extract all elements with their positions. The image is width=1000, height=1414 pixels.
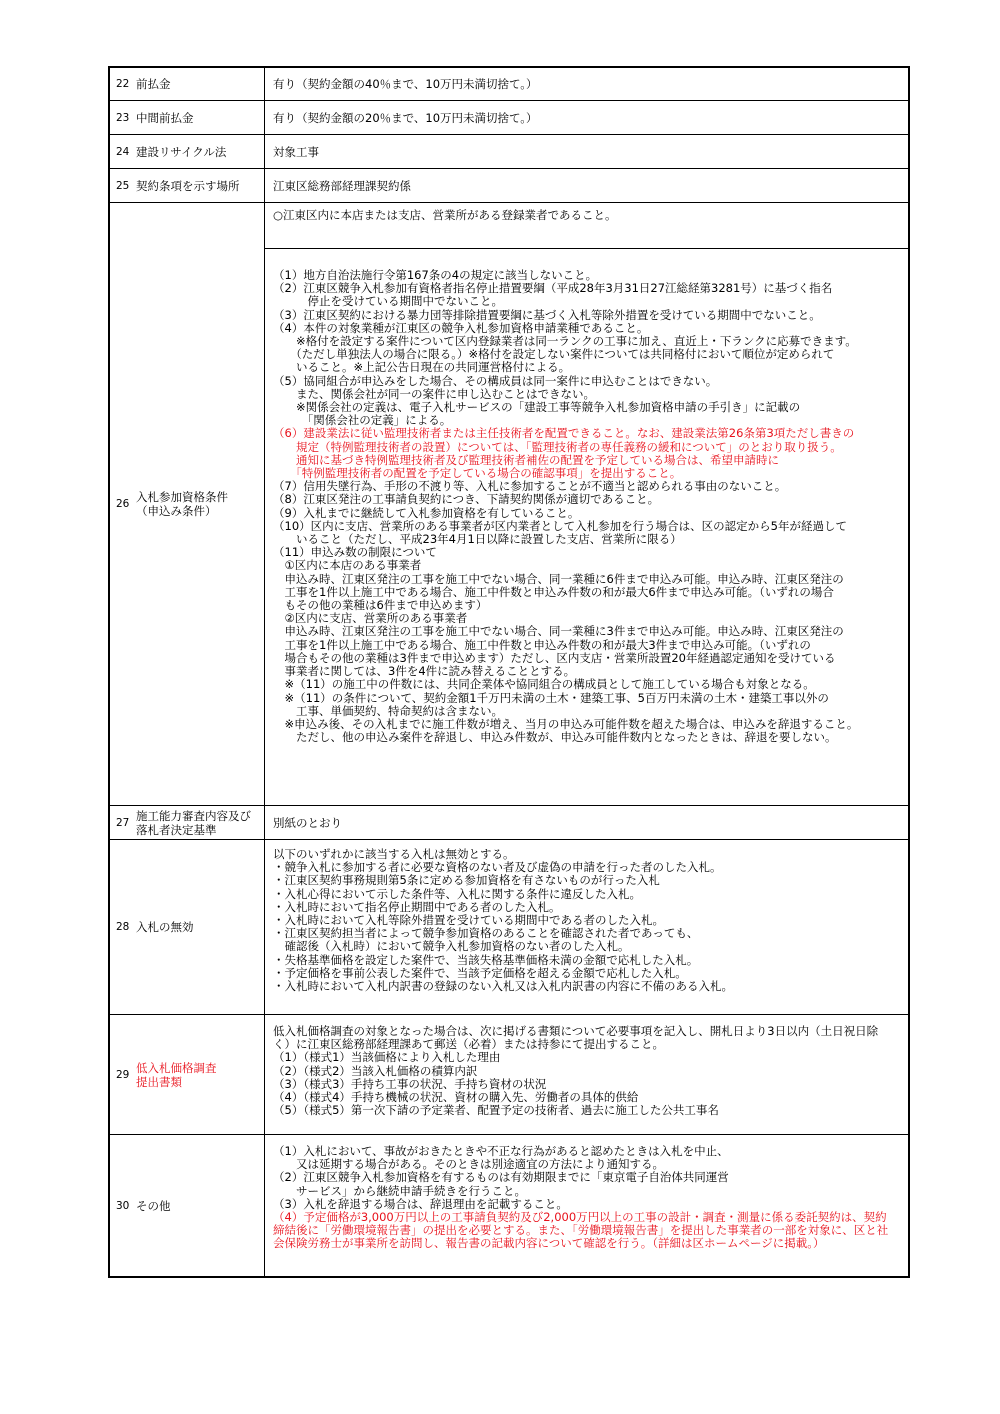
text-line: サービス」から継続申請手続きを行うこと。 (273, 1183, 526, 1198)
table-row (110, 1015, 908, 1135)
item-number: 24 (116, 145, 130, 158)
text-line: 会保険労務士が事業所を訪問し、報告書の記載内容について確認を行う。（詳細は区ホームページに掲載。） (273, 1236, 825, 1251)
conditions-table (108, 66, 910, 1278)
item-label: 中間前払金 (136, 110, 194, 125)
text-line: 以下のいずれかに該当する入札は無効とする。 (273, 847, 515, 861)
text-line: （6）建設業法に従い監理技術者または主任技術者を配置できること。なお、建設業法第26条第3項ただし書きの (273, 426, 855, 441)
text-line: 締結後に「労働環境報告書」の提出を必要とする。また、「労働環境報告書」を提出した事業者の一部を対象に、区と社 (273, 1223, 889, 1238)
table-row (110, 135, 908, 169)
text-line: 「特例監理技術者の配置を予定している場合の確認事項」を提出すること。 (273, 466, 682, 481)
text-line: 低入札価格調査の対象となった場合は、次に掲げる書類について必要事項を記入し、開札日より3日以内（土日祝日除 (273, 1024, 879, 1038)
text-line: ・競争入札に参加する者に必要な資格のない者及び虚偽の申請を行った者のした入札。 (273, 860, 722, 875)
text-line: 工事を1件以上施工中である場合、施工中件数と申込み件数の和が最大6件まで申込み可能。（いずれの場合 (273, 584, 834, 599)
text-line: ※（11）の施工中の件数には、共同企業体や協同組合の構成員として施工している場合も対象となる。 (273, 677, 815, 692)
requirement-list (265, 249, 908, 805)
text-line: ・江東区契約担当者によって競争参加資格のあることを確認された者であっても、 (273, 926, 699, 941)
item-content: ○江東区内に本店または支店、営業所がある登録業者であること。 (273, 208, 617, 222)
text-line: （1）（様式1）当該価格により入札した理由 (273, 1050, 501, 1065)
text-line: ※（11）の条件について、契約金額1千万円未満の土木・建築工事、5百万円未満の土木・建築工事以外の (273, 690, 829, 705)
text-line: （ただし単独法人の場合に限る。）※格付を設定しない案件については共同格付において順位が定められて (273, 347, 835, 362)
item-label: 低入札価格調査 提出書類 (136, 1060, 217, 1089)
text-line: いること。※上記公告日現在の共同運営格付による。 (273, 360, 571, 375)
text-line: （3）（様式3）手持ち工事の状況、手持ち資材の状況 (273, 1076, 547, 1091)
table-row (110, 806, 908, 840)
text-line: （10）区内に支店、営業所のある事業者が区内業者として入札参加を行う場合は、区の認定から5年が経過して (273, 518, 847, 533)
text-line: 「関係会社の定義」による。 (273, 413, 452, 428)
text-line: （3）入札を辞退する場合は、辞退理由を記載すること。 (273, 1196, 568, 1211)
text-line: ・入札心得において示した条件等、入札に関する条件に違反した入札。 (273, 886, 641, 901)
item-content: 別紙のとおり (273, 815, 342, 830)
text-line: ・入札時において入札等除外措置を受けている期間中である者のした入札。 (273, 913, 664, 928)
text-line: 確認後（入札時）において競争入札参加資格のない者のした入札。 (273, 939, 630, 954)
table-row (110, 169, 908, 203)
item-content: 有り（契約金額の20％まで、10万円未満切捨て。） (273, 110, 538, 125)
item-content-cell (265, 135, 908, 168)
item-content: 有り（契約金額の40％まで、10万円未満切捨て。） (273, 77, 538, 91)
text-line: ※関係会社の定義は、電子入札サービスの「建設工事等競争入札参加資格申請の手引き」に記載の (273, 400, 801, 415)
item-number: 22 (116, 78, 130, 90)
text-line: ②区内に支店、営業所のある事業者 (273, 611, 468, 626)
table-row (110, 840, 908, 1015)
table-row (110, 68, 908, 101)
item-label: その他 (136, 1198, 171, 1213)
item-label-cell (110, 1015, 265, 1134)
item-number: 26 (116, 498, 130, 510)
text-line: もその他の業種は6件まで申込めます） (273, 598, 488, 613)
other-notes-list (265, 1135, 908, 1276)
text-line: 通知に基づき特例監理技術者及び監理技術者補佐の配置を予定している場合は、希望申請時に (273, 452, 779, 467)
text-line: （1）地方自治法施行令第167条の4の規定に該当しないこと。 (273, 268, 598, 282)
item-content: 対象工事 (273, 144, 319, 159)
item-content-cell (265, 101, 908, 134)
text-line: ※格付を設定する案件について区内登録業者は同一ランクの工事に加え、直近上・下ランクに応募できます。 (273, 334, 857, 349)
item-number: 23 (116, 111, 130, 124)
text-line: く）に江東区総務部経理課あて郵送（必着）または持参にて提出すること。 (273, 1037, 664, 1052)
text-line: （4）本件の対象業種が江東区の競争入札参加資格申請業種であること。 (273, 320, 649, 335)
text-line: 規定（特例監理技術者の設置）については、「監理技術者の専任義務の緩和について」のとおり取り扱う。 (273, 439, 842, 454)
text-line: （2）江東区競争入札参加有資格者指名停止措置要綱（平成28年3月31日27江総経第3281号）に基づく指名 (273, 281, 833, 296)
invalid-bid-list (265, 840, 908, 1014)
item-content-cell (265, 806, 908, 839)
item-label: 施工能力審査内容及び 落札者決定基準 (136, 808, 251, 837)
table-row (110, 101, 908, 135)
item-label-cell (110, 101, 265, 134)
text-line: （2）江東区競争入札参加資格を有するものは有効期限までに「東京電子自治体共同運営 (273, 1170, 729, 1185)
text-line: また、関係会社が同一の案件に申し込むことはできない。 (273, 386, 595, 401)
text-line: （3）江東区契約における暴力団等排除措置要綱に基づく入札等除外措置を受けている期間中でないこと。 (273, 307, 821, 322)
item-content-cell (265, 169, 908, 202)
location-requirement (265, 203, 908, 249)
text-line: ・予定価格を事前公表した案件で、当該予定価格を超える金額で応札した入札。 (273, 965, 687, 980)
item-label-cell (110, 135, 265, 168)
table-row (110, 1135, 908, 1276)
text-line: （7）信用失墜行為、手形の不渡り等、入札に参加することが不適当と認められる事由のないこと。 (273, 479, 787, 494)
item-label: 建設リサイクル法 (136, 144, 227, 159)
item-content-cell (265, 68, 908, 100)
text-line: ・失格基準価格を設定した案件で、当該失格基準価格未満の金額で応札した入札。 (273, 952, 699, 967)
item-label-cell (110, 1135, 265, 1276)
item-number: 25 (116, 179, 130, 192)
item-label-cell (110, 203, 265, 805)
text-line: ※申込み後、その入札までに施工件数が増え、当月の申込み可能件数を超えた場合は、申込みを辞退すること。 (273, 716, 859, 731)
text-line: （1）入札において、事故がおきたときや不正な行為があると認めたときは入札を中止、 (273, 1144, 729, 1158)
item-label-cell (110, 840, 265, 1014)
text-line: 申込み時、江東区発注の工事を施工中でない場合、同一業種に6件まで申込み可能。申込み時、江東区発注の (273, 571, 844, 586)
text-line: 停止を受けている期間中でないこと。 (273, 294, 503, 309)
document-list (265, 1015, 908, 1134)
item-label: 入札の無効 (136, 920, 194, 934)
table-row (110, 203, 908, 806)
item-label-cell (110, 169, 265, 202)
item-number: 30 (116, 1199, 130, 1212)
text-line: 又は延期する場合がある。そのときは別途適宜の方法により通知する。 (273, 1157, 664, 1172)
text-line: （4）（様式4）手持ち機械の状況、資材の購入先、労働者の具体的供給 (273, 1090, 639, 1105)
text-line: （4）予定価格が3,000万円以上の工事請負契約及び2,000万円以上の工事の設計・調査・測量に係る委託契約は、契約 (273, 1210, 887, 1225)
item-number: 27 (116, 816, 130, 829)
text-line: 事業者に関しては、3件を4件に読み替えることとする。 (273, 664, 576, 679)
text-line: （8）江東区発注の工事請負契約につき、下請契約関係が適切であること。 (273, 492, 660, 507)
text-line: ①区内に本店のある事業者 (273, 558, 422, 573)
item-content-cell (265, 203, 908, 805)
text-line: ただし、他の申込み案件を辞退し、申込み件数が、申込み可能件数内となったときは、辞退を要しない。 (273, 730, 837, 745)
item-number: 28 (116, 921, 130, 933)
text-line: ・入札時において入札内訳書の登録のない入札又は入札内訳書の内容に不備のある入札。 (273, 979, 733, 994)
text-line: 工事、単価契約、特命契約は含まない。 (273, 703, 503, 718)
item-label-cell (110, 68, 265, 100)
text-line: 工事を1件以上施工中である場合、施工中件数と申込み件数の和が最大3件まで申込み可能。（いずれの (273, 637, 811, 652)
text-line: （11）申込み数の制限について (273, 545, 437, 560)
item-label: 入札参加資格条件 （申込み条件） (136, 490, 228, 518)
text-line: 申込み時、江東区発注の工事を施工中でない場合、同一業種に3件まで申込み可能。申込み時、江東区発注の (273, 624, 844, 639)
item-label: 前払金 (136, 77, 171, 91)
item-number: 29 (116, 1068, 130, 1081)
text-line: いること（ただし、平成23年4月1日以降に設置した支店、営業所に限る） (273, 532, 682, 547)
text-line: （5）協同組合が申込みをした場合、その構成員は同一案件に申込むことはできない。 (273, 373, 718, 388)
text-line: （5）（様式5）第一次下請の予定業者、配置予定の技術者、過去に施工した公共工事名 (273, 1103, 719, 1118)
item-label-cell (110, 806, 265, 839)
text-line: ・入札時において指名停止期間中である者のした入札。 (273, 899, 561, 914)
text-line: ・江東区契約事務規則第5条に定める参加資格を有さないものが行った入札 (273, 873, 660, 888)
item-content: 江東区総務部経理課契約係 (273, 178, 411, 193)
text-line: 場合もその他の業種は3件まで申込めます）ただし、区内支店・営業所設置20年経過認定通知を受けている (273, 650, 836, 665)
text-line: （2）（様式2）当該入札価格の積算内訳 (273, 1063, 478, 1078)
text-line: （9）入札までに継続して入札参加資格を有していること。 (273, 505, 580, 520)
item-label: 契約条項を示す場所 (136, 178, 240, 193)
